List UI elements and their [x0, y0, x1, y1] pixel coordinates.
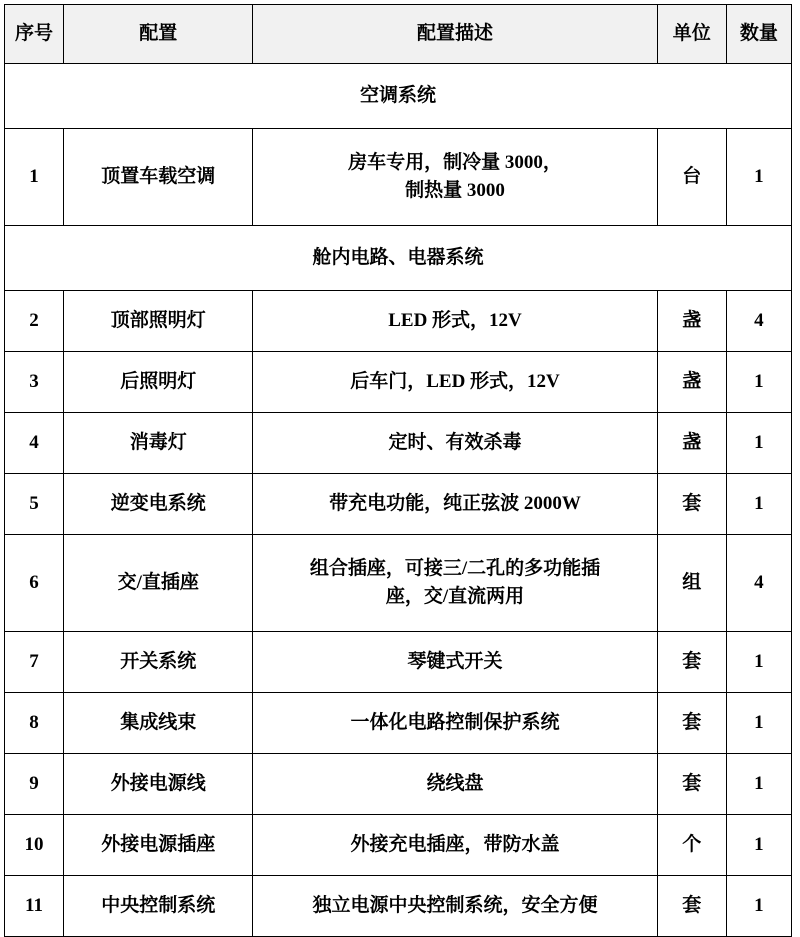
cell-description	[253, 632, 657, 693]
table-row	[5, 474, 792, 535]
description-line: 座，交/直流两用	[385, 586, 525, 607]
cell-quantity: 1	[726, 352, 791, 413]
cell-unit: 套	[657, 632, 726, 693]
cell-no: 9	[5, 754, 64, 815]
cell-description	[253, 535, 657, 632]
cell-description	[253, 352, 657, 413]
cell-unit: 套	[657, 474, 726, 535]
table-row	[5, 754, 792, 815]
cell-config: 交/直插座	[64, 535, 253, 632]
cell-quantity: 1	[726, 474, 791, 535]
cell-quantity: 4	[726, 535, 791, 632]
cell-no: 8	[5, 693, 64, 754]
header-cell-quantity: 数量	[726, 5, 791, 64]
cell-config: 外接电源插座	[64, 815, 253, 876]
header-cell-no: 序号	[5, 5, 64, 64]
cell-unit: 套	[657, 876, 726, 937]
cell-unit: 盏	[657, 291, 726, 352]
section-label: 空调系统	[5, 64, 792, 129]
cell-quantity: 4	[726, 291, 791, 352]
cell-config: 逆变电系统	[64, 474, 253, 535]
section-row	[5, 226, 792, 291]
header-row	[5, 5, 792, 64]
description-line: 制热量 3000	[405, 180, 505, 201]
cell-unit: 个	[657, 815, 726, 876]
cell-description	[253, 413, 657, 474]
description-line: 定时、有效杀毒	[388, 431, 522, 453]
cell-quantity: 1	[726, 129, 791, 226]
cell-config: 顶部照明灯	[64, 291, 253, 352]
cell-description	[253, 815, 657, 876]
cell-unit: 盏	[657, 352, 726, 413]
table-row	[5, 129, 792, 226]
cell-config: 集成线束	[64, 693, 253, 754]
cell-description	[253, 129, 657, 226]
cell-description	[253, 291, 657, 352]
table-row	[5, 291, 792, 352]
description-line: 外接充电插座，带防水盖	[350, 833, 560, 855]
cell-description	[253, 876, 657, 937]
cell-no: 4	[5, 413, 64, 474]
table-header	[5, 5, 792, 64]
cell-config: 中央控制系统	[64, 876, 253, 937]
table-body	[5, 64, 792, 937]
description-line: LED 形式，12V	[388, 309, 522, 331]
table-row	[5, 815, 792, 876]
cell-unit: 盏	[657, 413, 726, 474]
section-label: 舱内电路、电器系统	[5, 226, 792, 291]
specification-table	[4, 4, 792, 937]
table-row	[5, 876, 792, 937]
cell-no: 1	[5, 129, 64, 226]
cell-unit: 台	[657, 129, 726, 226]
cell-description	[253, 474, 657, 535]
description-line: 绕线盘	[426, 772, 484, 794]
header-cell-config: 配置	[64, 5, 253, 64]
header-cell-unit: 单位	[657, 5, 726, 64]
cell-no: 10	[5, 815, 64, 876]
cell-unit: 套	[657, 754, 726, 815]
description-line: 一体化电路控制保护系统	[350, 711, 560, 733]
table-row	[5, 413, 792, 474]
cell-unit: 套	[657, 693, 726, 754]
cell-description	[253, 754, 657, 815]
cell-no: 5	[5, 474, 64, 535]
description-line: 房车专用，制冷量 3000，	[348, 151, 562, 173]
cell-description	[253, 693, 657, 754]
cell-quantity: 1	[726, 693, 791, 754]
cell-no: 6	[5, 535, 64, 632]
section-row	[5, 64, 792, 129]
table-row	[5, 535, 792, 632]
table-row	[5, 352, 792, 413]
cell-config: 顶置车载空调	[64, 129, 253, 226]
cell-config: 外接电源线	[64, 754, 253, 815]
description-line: 后车门，LED 形式，12V	[350, 370, 560, 392]
cell-quantity: 1	[726, 754, 791, 815]
header-cell-description: 配置描述	[253, 5, 657, 64]
description-line: 组合插座，可接三/二孔的多功能插	[309, 557, 601, 579]
description-line: 带充电功能，纯正弦波 2000W	[329, 492, 581, 514]
description-line: 琴键式开关	[407, 650, 503, 672]
cell-config: 后照明灯	[64, 352, 253, 413]
cell-no: 11	[5, 876, 64, 937]
cell-quantity: 1	[726, 876, 791, 937]
cell-quantity: 1	[726, 413, 791, 474]
cell-unit: 组	[657, 535, 726, 632]
table-row	[5, 632, 792, 693]
cell-config: 消毒灯	[64, 413, 253, 474]
table-row	[5, 693, 792, 754]
cell-no: 7	[5, 632, 64, 693]
cell-quantity: 1	[726, 815, 791, 876]
description-line: 独立电源中央控制系统，安全方便	[312, 894, 598, 916]
cell-quantity: 1	[726, 632, 791, 693]
cell-config: 开关系统	[64, 632, 253, 693]
cell-no: 3	[5, 352, 64, 413]
cell-no: 2	[5, 291, 64, 352]
